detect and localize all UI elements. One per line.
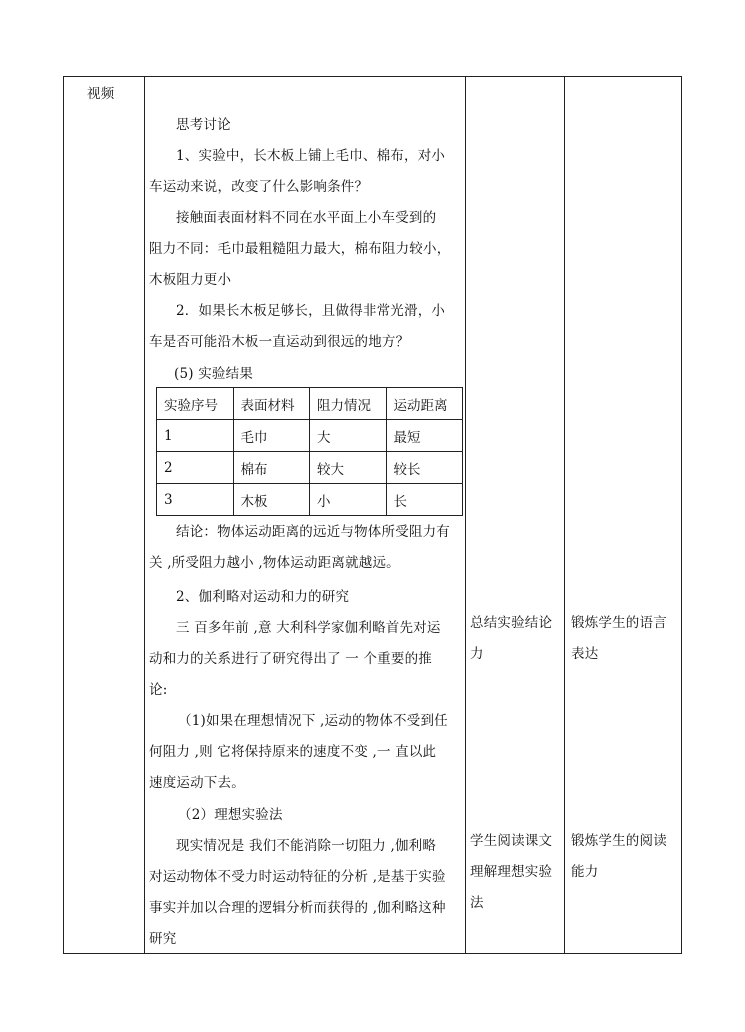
text-line: 接触面表面材料不同在水平面上小车受到的 — [176, 210, 437, 226]
text-line: 三 百多年前 ,意 大利科学家伽利略首先对运 — [176, 620, 441, 636]
column-divider — [144, 77, 145, 953]
table-cell: 棉布 — [233, 452, 310, 484]
text-line: 速度运动下去。 — [149, 775, 245, 791]
column-divider — [465, 77, 466, 953]
table-cell: 小 — [310, 484, 387, 516]
table-header-row — [157, 388, 463, 420]
text-line: 对运动物体不受力时运动特征的分析 ,是基于实验 — [149, 869, 446, 885]
header-cell: 表面材料 — [233, 388, 310, 420]
results-table — [156, 387, 463, 516]
table-cell: 较长 — [386, 452, 463, 484]
section-heading: (5) 实验结果 — [174, 366, 254, 382]
table-cell: 毛巾 — [233, 420, 310, 452]
table-cell: 木板 — [233, 484, 310, 516]
text-line: 车运动来说，改变了什么影响条件？ — [149, 179, 369, 195]
design-intent-text: 锻炼学生的语言 — [571, 615, 667, 631]
text-line: 车是否可能沿木板一直运动到很远的地方？ — [149, 334, 410, 350]
text-line: 研究 — [149, 931, 177, 947]
table-cell: 3 — [157, 484, 234, 516]
design-intent-text: 表达 — [571, 646, 599, 662]
text-line: （1)如果在理想情况下 ,运动的物体不受到任 — [178, 713, 448, 729]
table-row — [157, 420, 463, 452]
column-divider — [564, 77, 565, 953]
table-row — [157, 484, 463, 516]
text-line: 1、实验中，长木板上铺上毛巾、棉布，对小 — [176, 148, 446, 164]
text-line: 动和力的关系进行了研究得出了 一 个重要的推 — [149, 651, 432, 667]
table-cell: 最短 — [386, 420, 463, 452]
table-cell: 长 — [386, 484, 463, 516]
section-heading: （2）理想实验法 — [178, 807, 283, 823]
design-intent-text: 能力 — [571, 864, 599, 880]
text-line: 何阻力 ,则 它将保持原来的速度不变 ,一 直以此 — [149, 744, 437, 760]
text-line: 事实并加以合理的逻辑分析而获得的 ,伽利略这种 — [149, 900, 446, 916]
header-cell: 实验序号 — [157, 388, 234, 420]
text-line: 阻力不同：毛巾最粗糙阻力最大，棉布阻力较小， — [149, 241, 451, 257]
student-activity-text: 理解理想实验 — [470, 864, 553, 880]
text-line: 关 ,所受阻力越小 ,物体运动距离就越远。 — [149, 555, 400, 571]
text-line: 结论：物体运动距离的远近与物体所受阻力有 — [176, 524, 450, 540]
table-cell: 1 — [157, 420, 234, 452]
table-row — [157, 452, 463, 484]
design-intent-text: 锻炼学生的阅读 — [571, 833, 667, 849]
student-activity-text: 力 — [470, 646, 484, 662]
header-cell: 运动距离 — [386, 388, 463, 420]
student-activity-text: 法 — [470, 895, 484, 911]
text-line: 2．如果长木板足够长，且做得非常光滑，小 — [176, 303, 446, 319]
text-line: 现实情况是 我们不能消除一切阻力 ,伽利略 — [176, 838, 437, 854]
table-cell: 2 — [157, 452, 234, 484]
text-line: 思考讨论 — [176, 117, 231, 133]
text-line: 论: — [149, 682, 168, 698]
student-activity-text: 学生阅读课文 — [470, 833, 553, 849]
table-cell: 较大 — [310, 452, 387, 484]
student-activity-text: 总结实验结论 — [470, 615, 553, 631]
text-line: 木板阻力更小 — [149, 272, 232, 288]
text-line: 视频 — [87, 86, 115, 102]
header-cell: 阻力情况 — [310, 388, 387, 420]
section-heading: 2、伽利略对运动和力的研究 — [176, 589, 350, 605]
table-cell: 大 — [310, 420, 387, 452]
